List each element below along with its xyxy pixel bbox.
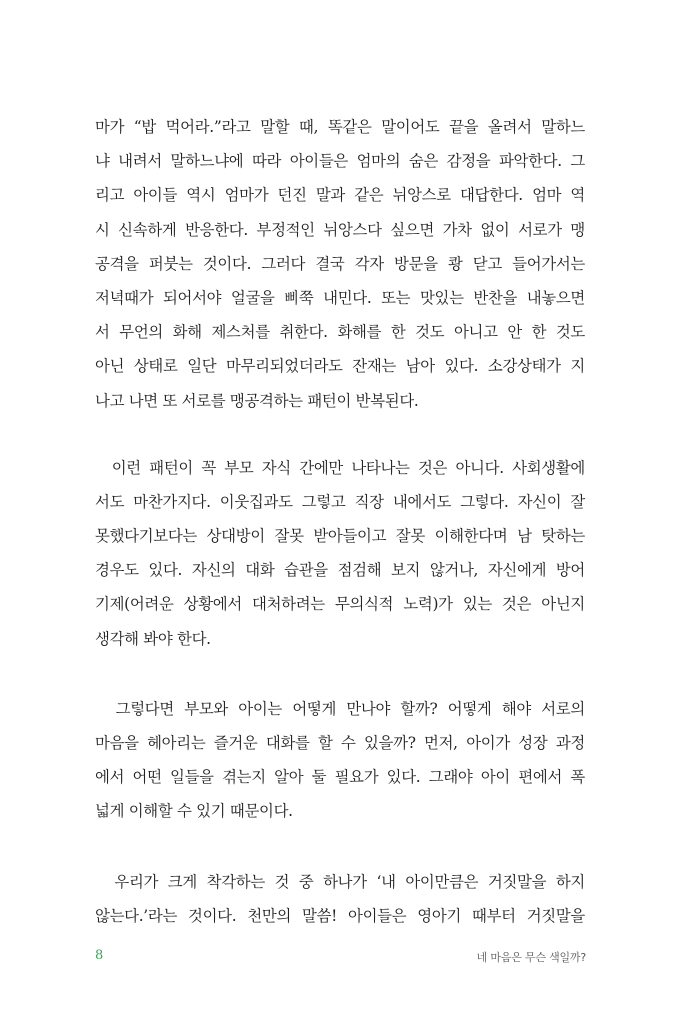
text-line: 이런 패턴이 꼭 부모 자식 간에만 나타나는 것은 아니다. 사회생활에	[95, 458, 585, 477]
text-line: 아닌 상태로 일단 마무리되었더라도 잔재는 남아 있다. 소강상태가 지	[95, 357, 585, 376]
text-line: 나고 나면 또 서로를 맹공격하는 패턴이 반복된다.	[95, 391, 419, 410]
body-text	[95, 110, 585, 969]
running-title: 네 마음은 무슨 색일까?	[476, 951, 586, 964]
text-line: 시 신속하게 반응한다. 부정적인 뉘앙스다 싶으면 가차 없이 서로가 맹	[95, 220, 585, 239]
paragraph-1	[95, 110, 585, 418]
text-line: 냐 내려서 말하느냐에 따라 아이들은 엄마의 숨은 감정을 파악한다. 그	[95, 152, 585, 171]
text-line: 우리가 크게 착각하는 것 중 하나가 ‘내 아이만큼은 거짓말을 하지	[95, 872, 585, 891]
text-line: 리고 아이들 역시 엄마가 던진 말과 같은 뉘앙스로 대답한다. 엄마 역	[95, 186, 585, 205]
paragraph-2	[95, 451, 585, 656]
text-line: 저녁때가 되어서야 얼굴을 삐쭉 내민다. 또는 맛있는 반찬을 내놓으면	[95, 288, 585, 307]
text-line: 서도 마찬가지다. 이웃집과도 그렇고 직장 내에서도 그렇다. 자신이 잘	[95, 492, 585, 511]
paragraph-3	[95, 692, 585, 829]
text-line: 경우도 있다. 자신의 대화 습관을 점검해 보지 않거나, 자신에게 방어	[95, 561, 585, 580]
text-line: 않는다.’라는 것이다. 천만의 말씀! 아이들은 영아기 때부터 거짓말을	[95, 906, 585, 925]
text-line: 마가 “밥 먹어라.”라고 말할 때, 똑같은 말이어도 끝을 올려서 말하느	[95, 118, 585, 136]
text-line: 서 무언의 화해 제스처를 취한다. 화해를 한 것도 아니고 안 한 것도	[95, 323, 585, 342]
text-line: 에서 어떤 일들을 겪는지 알아 둘 필요가 있다. 그래야 아이 편에서 폭	[95, 768, 585, 787]
text-line: 마음을 헤아리는 즐거운 대화를 할 수 있을까? 먼저, 아이가 성장 과정	[95, 734, 585, 752]
text-line: 기제(어려운 상황에서 대처하려는 무의식적 노력)가 있는 것은 아닌지	[95, 595, 585, 614]
text-line: 그렇다면 부모와 아이는 어떻게 만나야 할까? 어떻게 해야 서로의	[95, 699, 585, 718]
text-line: 생각해 봐야 한다.	[95, 629, 211, 648]
text-line: 공격을 퍼붓는 것이다. 그러다 결국 각자 방문을 쾅 닫고 들어가서는	[95, 254, 585, 273]
text-line: 못했다기보다는 상대방이 잘못 받아들이고 잘못 이해한다며 남 탓하는	[95, 527, 585, 546]
text-line: 넓게 이해할 수 있기 때문이다.	[95, 802, 293, 821]
page-number: 8	[95, 948, 104, 963]
paragraph-4	[95, 865, 585, 933]
